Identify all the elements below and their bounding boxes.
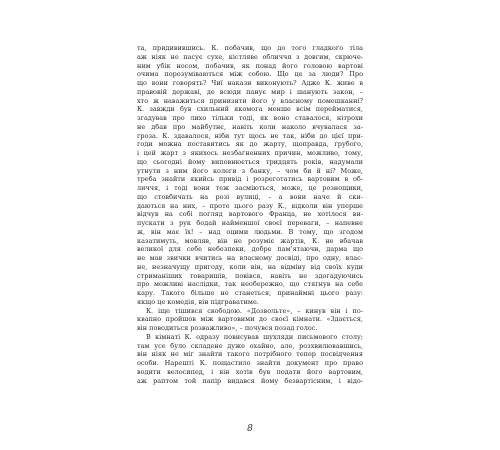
text-line: не дбав про майбутнє, навіть коли наколо вчувалася за- <box>137 122 363 131</box>
text-line: що стовбичать на розі вулиці, – а вони наче й ски- <box>137 192 363 201</box>
text-line: К. завжди був схильний якомога менше всім перейматися, <box>137 105 363 114</box>
text-line: пускати з рук бодай найменшої своєї переваги, – напевне <box>137 219 363 227</box>
text-line: особи. Нарешті К. пощастило знайти документ про право <box>137 359 363 367</box>
text-line: згадував про лихо тільки тоді, як воно ставалося, нітрохи <box>137 114 363 122</box>
text-line: та, придивившись. К. побачив, що до того гладкого тіла <box>137 44 363 52</box>
text-line: утнути з ним його колеги з банку, – чом би й ні? Може, <box>137 166 363 175</box>
text-line: не мав звички вчитись на власному досвіді, про одну, влас- <box>137 254 363 262</box>
text-line: квапно пройшов між вартовими до своєї кімнати. «Здається, <box>137 315 363 324</box>
text-line: відчув на собі погляд вартового Франца, не хотілося ви- <box>137 210 363 219</box>
text-line: і цей жарт з якихось незбагненних причин, можливо, тому, <box>137 149 363 157</box>
text-line: аж раптом той папір видався йому безвартісним, і відо- <box>137 376 363 385</box>
text-line: він поводиться розважливо», – почувся позад голос. <box>137 324 318 332</box>
text-line: годи можна поставитись як до жарту, щоправда, грубого, <box>137 140 363 149</box>
text-line: В кімнаті К. одразу повисував шухляди письмового столу; <box>146 332 363 341</box>
text-line: водити велосипед, і він хотів був подати його вартовим, <box>137 367 363 376</box>
text-line: великої для себе небезпеки, добре пам’ятаючи, дарма що <box>137 245 363 254</box>
text-line: гроза. К. здавалося, ніби тут щось не так, ніби до цієї при- <box>137 131 363 140</box>
text-line: що сьогодні йому виповнюється тридцять років, надумали <box>137 157 363 166</box>
text-line: треба знайти якийсь привід і розреготатись вартовим в об- <box>137 175 363 184</box>
text-line: ж, він має їх! – над оцими людьми. В тому, що згодом <box>137 227 363 236</box>
text-line: ним убік носом, побачив, як понад його головою вартові <box>137 61 363 70</box>
body-text <box>137 44 363 385</box>
text-line: даються на них, – проте цього разу К., відколи він уперше <box>137 201 363 210</box>
text-line: очима порозуміваються між собою. Що це за люди? Про <box>137 70 363 79</box>
text-line: казатимуть, мовляв, він не розуміє жартів, К. не вбачав <box>137 236 363 245</box>
page-number: 8 <box>247 424 253 434</box>
text-line: що вони говорять? Чиї накази виконують? Адже К. живе в <box>137 79 363 87</box>
text-line: там усе було складене дуже охайно, але, розхвилювавшись, <box>137 341 363 350</box>
text-line: К. іще тішився свободою. «Дозвольте», – кинув він і по- <box>146 306 363 315</box>
text-line: хто ж наважиться принизити його у власному помешканні? <box>137 96 363 105</box>
text-line: стриманіших товаришів, повівся, навіть не здогадуючись <box>137 271 363 280</box>
text-line: він ніяк не міг знайти такого потрібного тепер посвідчення <box>137 350 363 359</box>
text-line: аж ніяк не пасує сухе, кістляве обличчя з довгим, скрюче- <box>137 52 363 61</box>
text-line: кару. Такого більше не станеться, принаймні цього разу: <box>137 289 363 297</box>
text-line: про можливі наслідки, так необережно, що стягнув на себе <box>137 280 363 289</box>
text-line: правовій державі, де всюди панує мир і шанують закон, – <box>137 87 363 96</box>
text-line: якщо це комедія, він підграватиме. <box>137 297 259 306</box>
text-line: личчя, і тоді вони теж засміються, може, це рознощики, <box>137 184 363 192</box>
text-line: не, незначущу пригоду, коли він, на відміну від своїх куди <box>137 262 363 271</box>
